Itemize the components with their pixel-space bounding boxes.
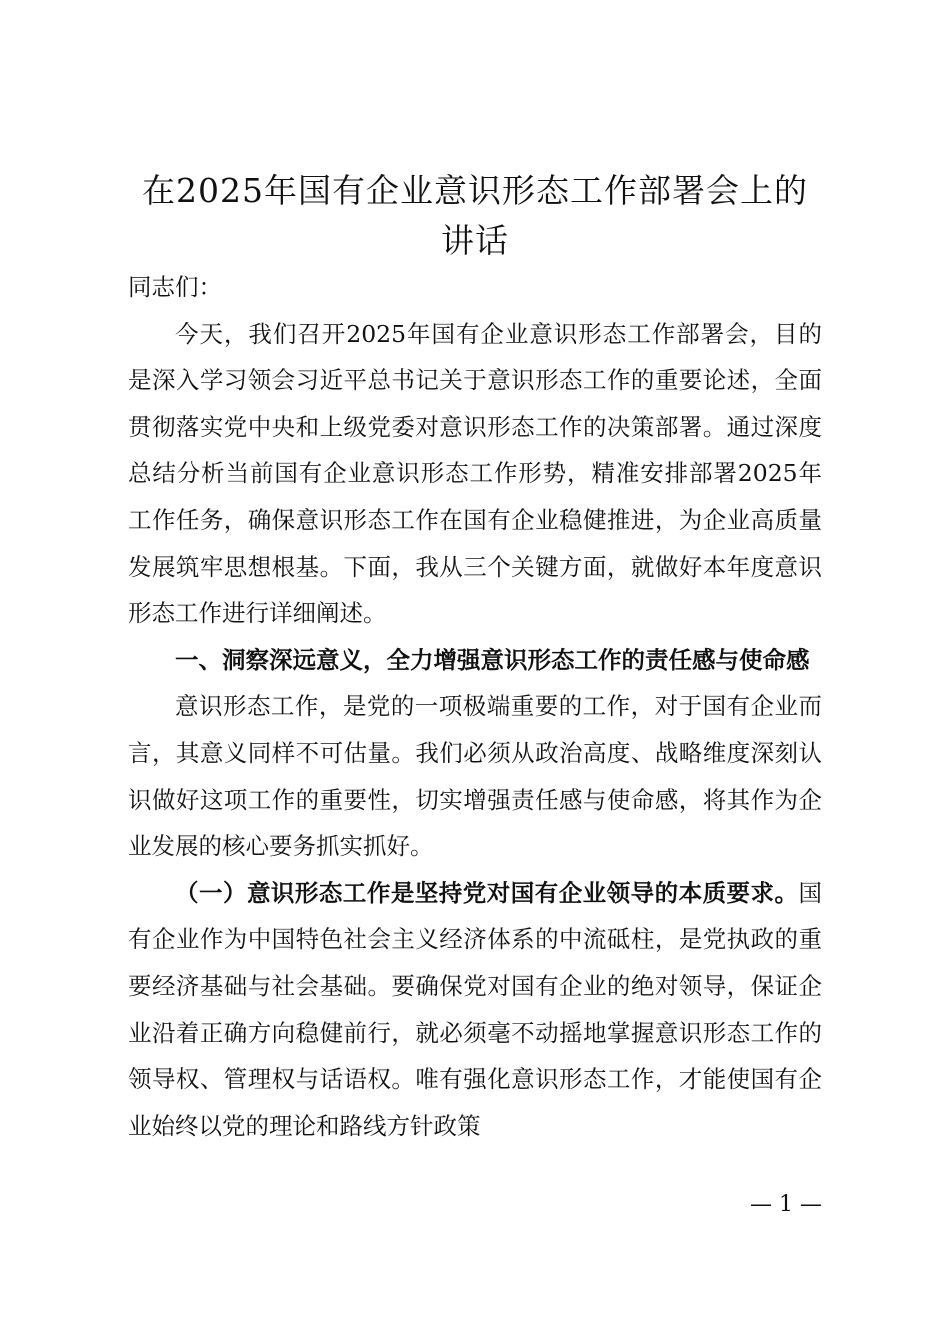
section-heading-1: 一、洞察深远意义，全力增强意识形态工作的责任感与使命感 xyxy=(175,645,810,674)
subsection-1-paragraph xyxy=(128,870,822,1150)
document-body xyxy=(128,264,822,1149)
page-number: — 1 — xyxy=(750,1192,822,1217)
document-title: 在2025年国有企业意识形态工作部署会上的讲话 xyxy=(142,171,808,260)
intro-paragraph: 今天，我们召开2025年国有企业意识形态工作部署会，目的是深入学习领会习近平总书记关于意识形态工作的重要论述，全面贯彻落实党中央和上级党委对意识形态工作的决策部署。通过深度总结分析当前国有企业意识形态工作形势，精准安排部署2025年工作任务，确保意识形态工作在国有企业稳健推进，为企业高质量发展筑牢思想根基。下面，我从三个关键方面，就做好本年度意识形态工作进行详细阐述。 xyxy=(128,319,822,628)
subsection-1-lead: （一）意识形态工作是坚持党对国有企业领导的本质要求。 xyxy=(175,878,799,907)
salutation: 同志们： xyxy=(128,273,222,301)
section-1-paragraph: 意识形态工作，是党的一项极端重要的工作，对于国有企业而言，其意义同样不可估量。我们必须从政治高度、战略维度深刻认识做好这项工作的重要性，切实增强责任感与使命感，将其作为企业发展的核心要务抓实抓好。 xyxy=(128,692,822,861)
subsection-1-text: 国有企业作为中国特色社会主义经济体系的中流砥柱，是党执政的重要经济基础与社会基础。要确保党对国有企业的绝对领导，保证企业沿着正确方向稳健前行，就必须毫不动摇地掌握意识形态工作的领导权、管理权与话语权。唯有强化意识形态工作，才能使国有企业始终以党的理论和路线方针政策 xyxy=(128,878,822,1140)
